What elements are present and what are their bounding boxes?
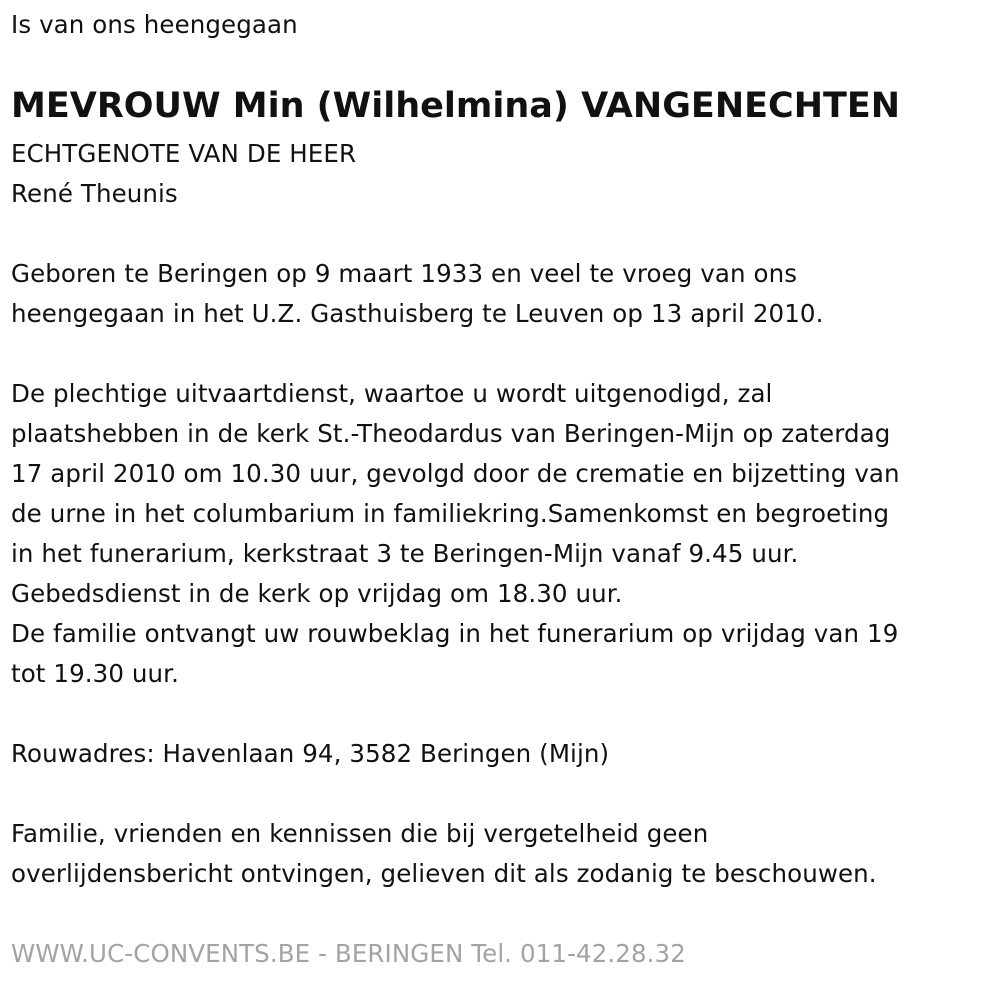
service-line: De familie ontvangt uw rouwbeklag in het funerarium op vrijdag van 19 (11, 619, 899, 648)
notice-line: overlijdensbericht ontvingen, gelieven dit als zodanig te beschouwen. (11, 859, 877, 888)
service-line: in het funerarium, kerkstraat 3 te Beringen-Mijn vanaf 9.45 uur. (11, 539, 799, 568)
service-line: plaatshebben in de kerk St.-Theodardus van Beringen-Mijn op zaterdag (11, 419, 891, 448)
spouse-label: ECHTGENOTE VAN DE HEER (11, 139, 357, 168)
birth-death-line: heengegaan in het U.Z. Gasthuisberg te Leuven op 13 april 2010. (11, 299, 824, 328)
service-line: De plechtige uitvaartdienst, waartoe u wordt uitgenodigd, zal (11, 379, 773, 408)
service-line: 17 april 2010 om 10.30 uur, gevolgd door de crematie en bijzetting van (11, 459, 900, 488)
birth-death-line: Geboren te Beringen op 9 maart 1933 en veel te vroeg van ons (11, 259, 798, 288)
mourning-address: Rouwadres: Havenlaan 94, 3582 Beringen (Mijn) (11, 739, 610, 768)
notice-line: Familie, vrienden en kennissen die bij vergetelheid geen (11, 819, 709, 848)
service-line: tot 19.30 uur. (11, 659, 179, 688)
service-line: Gebedsdienst in de kerk op vrijdag om 18.30 uur. (11, 579, 623, 608)
footer-contact: WWW.UC-CONVENTS.BE - BERINGEN Tel. 011-42.28.32 (11, 939, 686, 968)
intro-text: Is van ons heengegaan (11, 10, 298, 39)
deceased-name: MEVROUW Min (Wilhelmina) VANGENECHTEN (11, 86, 901, 126)
service-line: de urne in het columbarium in familiekring.Samenkomst en begroeting (11, 499, 890, 528)
spouse-name: René Theunis (11, 179, 178, 208)
